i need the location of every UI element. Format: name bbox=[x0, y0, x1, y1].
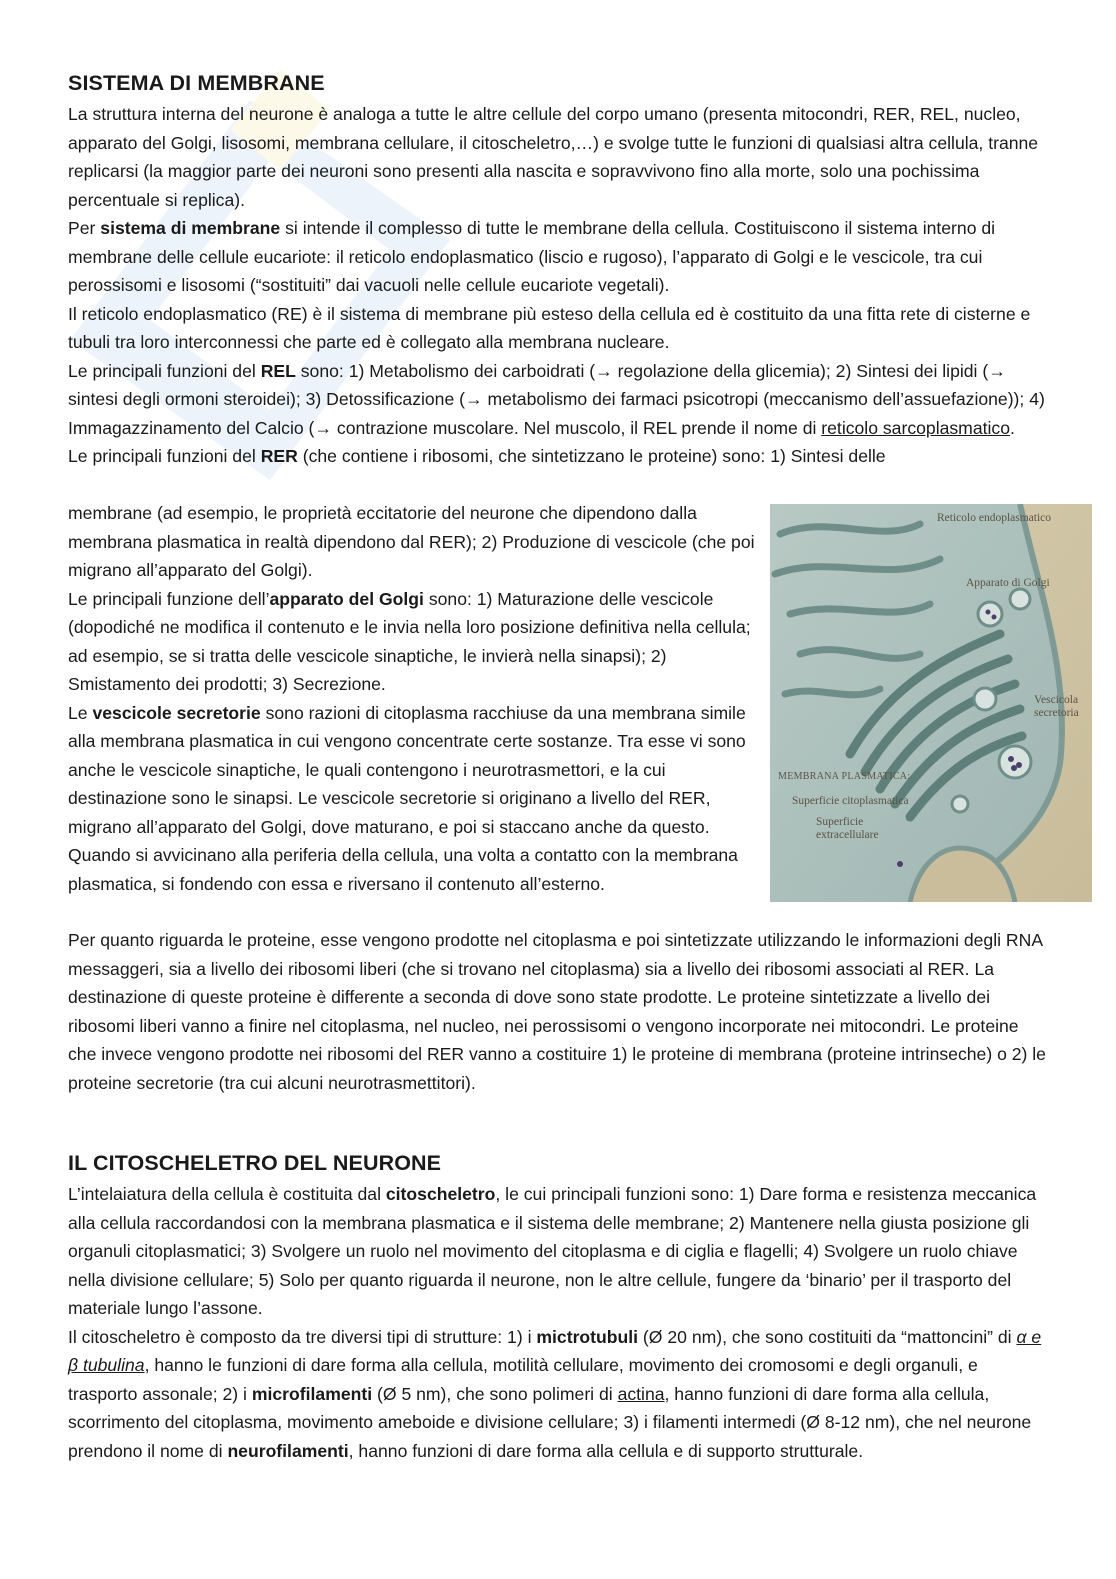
section1-wrap-text bbox=[68, 499, 758, 898]
section1-upper-text bbox=[68, 100, 1048, 471]
paragraph-rer-intro: Le principali funzioni del RER (che contiene i ribosomi, che sintetizzano le proteine) sono: 1) Sintesi delle bbox=[68, 446, 886, 466]
label-golgi: Apparato di Golgi bbox=[966, 577, 1050, 589]
paragraph-proteins: Per quanto riguarda le proteine, esse vengono prodotte nel citoplasma e poi sintetizzate utilizzando le informazioni degli RNA messaggeri, sia a livello dei ribosomi liberi (che si trovano nel citoplasma) sia a livello dei ribosomi associati al RER. La destinazione di queste proteine è differente a seconda di dove sono state prodotte. Le proteine sintetizzate a livello dei ribosomi liberi vanno a finire nel citoplasma, nel nucleo, nei perossisomi o vengono incorporate nei mitocondri. Le proteine che invece vengono prodotte nei ribosomi del RER vanno a costituire 1) le proteine di membrana (proteine intrinseche) o 2) le proteine secretorie (tra cui alcuni neurotrasmettitori). bbox=[68, 930, 1046, 1093]
section-title-membrane: SISTEMA DI MEMBRANE bbox=[68, 71, 325, 95]
paragraph-vesicles: Le vescicole secretorie sono razioni di citoplasma racchiuse da una membrana simile alla membrana plasmatica in cui vengono concentrate certe sostanze. Tra esse vi sono anche le vescicole sinaptiche, le quali contengono i neurotrasmettori, e la cui destinazione sono le sinapsi. Le vescicole secretorie si originano a livello del RER, migrano all’apparato del Golgi, dove maturano, e poi si staccano anche da questo. Quando si avvicinano alla periferia della cellula, una volta a contatto con la membrana plasmatica, si fondendo con essa e riversano il contenuto all’esterno. bbox=[68, 702, 746, 894]
paragraph-membrane-system: Per sistema di membrane si intende il complesso di tutte le membrane della cellula. Costituiscono il sistema interno di membrane delle cellule eucariote: il reticolo endoplasmatico (liscio e rugoso), l’apparato di Golgi e le vescicole, tra cui perossisomi e lisosomi (“sostituiti” dai vacuoli nelle cellule eucariote vegetali). bbox=[68, 218, 996, 295]
section-title-cytoskeleton: IL CITOSCHELETRO DEL NEURONE bbox=[68, 1151, 442, 1175]
label-vescicola: Vescicola secretoria bbox=[1034, 694, 1079, 719]
section2-text bbox=[68, 1180, 1048, 1465]
paragraph-cytoskeleton-functions: L’intelaiatura della cellula è costituita dal citoscheletro, le cui principali funzioni sono: 1) Dare forma e resistenza meccanica alla cellula raccordandosi con la membrana plasmatica e il sistema delle membrane; 2) Mantenere nella giusta posizione gli organuli citoplasmatici; 3) Svolgere un ruolo nel movimento del citoplasma e di ciglia e flagelli; 4) Svolgere un ruolo chiave nella divisione cellulare; 5) Solo per quanto riguarda il neurone, non le altre cellule, fungere da ‘binario’ per il trasporto del materiale lungo l’assone. bbox=[68, 1184, 1037, 1318]
paragraph-reticolo: Il reticolo endoplasmatico (RE) è il sistema di membrane più esteso della cellula ed è costituito da una fitta rete di cisterne e tubuli tra loro interconnessi che parte ed è collegato alla membrana nucleare. bbox=[68, 303, 1031, 352]
label-superficie-extra: Superficie extracellulare bbox=[816, 816, 879, 841]
paragraph-golgi: Le principali funzione dell’apparato del Golgi sono: 1) Maturazione delle vescicole (dopodiché ne modifica il contenuto e le invia nella loro posizione definitiva nella cellula; ad esempio, se si tratta delle vescicole sinaptiche, le invierà nella sinapsi); 2) Smistamento dei prodotti; 3) Secrezione. bbox=[68, 588, 751, 694]
cell-membrane-illustration bbox=[770, 504, 1092, 902]
paragraph-cytoskeleton-structures: Il citoscheletro è composto da tre diversi tipi di strutture: 1) i mictrotubuli (Ø 20 nm), che sono costituiti da “mattoncini” di α e β tubulina, hanno le funzioni di dare forma alla cellula, motilità cellulare, movimento dei cromosomi e degli organuli, e trasporto assonale; 2) i microfilamenti (Ø 5 nm), che sono polimeri di actina, hanno funzioni di dare forma alla cellula, scorrimento del citoplasma, movimento ameboide e divisione cellulare; 3) i filamenti intermedi (Ø 8-12 nm), che nel neurone prendono il nome di neurofilamenti, hanno funzioni di dare forma alla cellula e di supporto strutturale. bbox=[68, 1326, 1042, 1461]
label-reticolo: Reticolo endoplasmatico bbox=[937, 512, 1052, 524]
paragraph-rel: Le principali funzioni del REL sono: 1) Metabolismo dei carboidrati (→ regolazione della glicemia); 2) Sintesi dei lipidi (→ sintesi degli ormoni steroidei); 3) Detossificazione (→ metabolismo dei farmaci psicotropi (meccanismo dell’assuefazione)); 4) Immagazzinamento del Calcio (→ contrazione muscolare. Nel muscolo, il REL prende il nome di reticolo sarcoplasmatico. bbox=[68, 360, 1045, 438]
section1-lower-text bbox=[68, 926, 1048, 1097]
label-superficie-cito: Superficie citoplasmatica bbox=[792, 795, 909, 807]
paragraph-rer-cont: membrane (ad esempio, le proprietà eccitatorie del neurone che dipendono dalla membrana plasmatica in realtà dipendono dal RER); 2) Produzione di vescicole (che poi migrano all’apparato del Golgi). bbox=[68, 503, 755, 580]
paragraph-structure: La struttura interna del neurone è analoga a tutte le altre cellule del corpo umano (presenta mitocondri, RER, REL, nucleo, apparato del Golgi, lisosomi, membrana cellulare, il citoscheletro,…) e svolge tutte le funzioni di qualsiasi altra cellula, tranne replicarsi (la maggior parte dei neuroni sono presenti alla nascita e sopravvivono fino alla morte, solo una pochissima percentuale si replica). bbox=[68, 104, 1039, 210]
label-membrana: MEMBRANA PLASMATICA: bbox=[778, 771, 911, 782]
